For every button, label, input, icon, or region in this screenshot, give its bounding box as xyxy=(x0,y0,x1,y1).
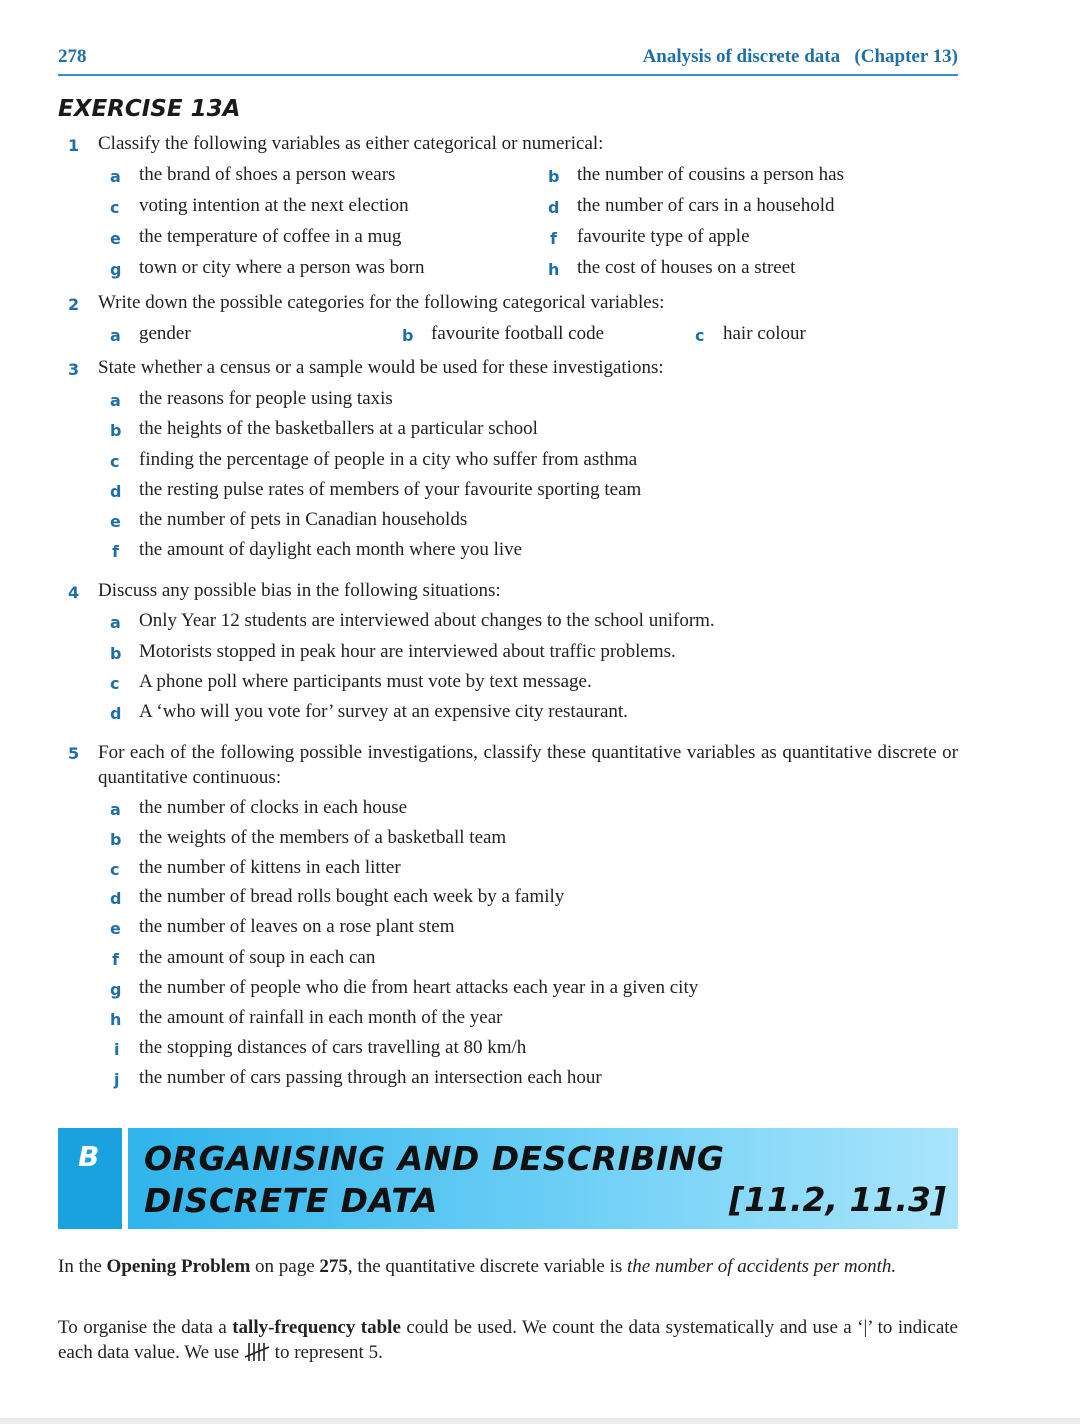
part-label: a xyxy=(110,391,121,410)
part-text: gender xyxy=(139,323,191,344)
page-header xyxy=(58,46,958,76)
part-label: c xyxy=(110,452,120,471)
part-text: the reasons for people using taxis xyxy=(139,388,393,409)
section-banner xyxy=(58,1128,958,1229)
text-run: to represent 5. xyxy=(269,1342,383,1363)
part-label: a xyxy=(110,326,121,345)
part-label: b xyxy=(110,421,122,440)
part-text: the number of bread rolls bought each week by a family xyxy=(139,886,565,907)
part-label: b xyxy=(402,326,414,345)
part-label: b xyxy=(548,167,560,186)
section-title-line1: ORGANISING AND DESCRIBING xyxy=(144,1139,725,1178)
section-letter-box xyxy=(58,1128,122,1229)
part-text: A phone poll where participants must vote by text message. xyxy=(139,671,592,692)
variable-name: the number of accidents per month. xyxy=(627,1256,897,1277)
tally-paragraph xyxy=(58,1315,958,1365)
opening-problem-ref: Opening Problem xyxy=(106,1256,251,1277)
part-text: the cost of houses on a street xyxy=(577,257,796,278)
tally-frequency-term: tally-frequency table xyxy=(232,1317,401,1338)
question-text: Write down the possible categories for the following categorical variables: xyxy=(98,292,665,313)
question-text: State whether a census or a sample would be used for these investigations: xyxy=(98,357,664,378)
question-number: 5 xyxy=(68,744,80,763)
text-run: on page xyxy=(250,1256,320,1277)
part-text: the amount of rainfall in each month of the year xyxy=(139,1007,503,1028)
page-number: 278 xyxy=(58,46,87,67)
part-text: the stopping distances of cars travelling at 80 km/h xyxy=(139,1037,527,1058)
part-label: g xyxy=(110,980,122,999)
exercise-title: EXERCISE 13A xyxy=(58,96,241,122)
page-ref: 275 xyxy=(319,1256,348,1277)
part-text: A ‘who will you vote for’ survey at an expensive city restaurant. xyxy=(139,701,628,722)
section-title-box xyxy=(128,1128,958,1229)
question-number: 4 xyxy=(68,583,80,602)
part-text: hair colour xyxy=(723,323,806,344)
part-text: the weights of the members of a basketball team xyxy=(139,827,507,848)
tally-five-icon xyxy=(244,1342,270,1362)
part-label: h xyxy=(110,1010,122,1029)
part-label: b xyxy=(110,830,122,849)
section-letter: B xyxy=(78,1140,100,1173)
part-label: j xyxy=(114,1070,120,1089)
part-label: c xyxy=(110,860,120,879)
part-text: the amount of daylight each month where you live xyxy=(139,539,523,560)
part-text: the number of cousins a person has xyxy=(577,164,844,185)
part-text: the number of clocks in each house xyxy=(139,797,408,818)
part-text: Only Year 12 students are interviewed about changes to the school uniform. xyxy=(139,610,715,631)
page-bottom-edge xyxy=(0,1418,1080,1424)
part-text: the number of kittens in each litter xyxy=(139,857,401,878)
part-text: town or city where a person was born xyxy=(139,257,425,278)
text-run: To organise the data a xyxy=(58,1317,233,1338)
part-text: favourite type of apple xyxy=(577,226,750,247)
part-label: e xyxy=(110,919,121,938)
question-text: Discuss any possible bias in the following situations: xyxy=(98,580,501,601)
section-reference: [11.2, 11.3] xyxy=(728,1180,946,1219)
part-text: the number of pets in Canadian households xyxy=(139,509,468,530)
part-label: d xyxy=(110,704,122,723)
part-label: d xyxy=(548,198,560,217)
part-text: finding the percentage of people in a city who suffer from asthma xyxy=(139,449,638,470)
part-text: the brand of shoes a person wears xyxy=(139,164,396,185)
part-label: d xyxy=(110,482,122,501)
part-text: the number of cars in a household xyxy=(577,195,835,216)
part-text: voting intention at the next election xyxy=(139,195,409,216)
part-text: the number of cars passing through an intersection each hour xyxy=(139,1067,602,1088)
text-run: could be used. We count the data systematically and use a ‘|’ to indicate each data value. We use xyxy=(58,1317,958,1363)
question-number: 2 xyxy=(68,295,80,314)
part-label: f xyxy=(112,542,119,561)
part-label: d xyxy=(110,889,122,908)
part-label: c xyxy=(110,674,120,693)
part-text: the number of people who die from heart attacks each year in a given city xyxy=(139,977,699,998)
part-label: b xyxy=(110,644,122,663)
part-label: c xyxy=(695,326,705,345)
text-run: , the quantitative discrete variable is xyxy=(347,1256,628,1277)
part-label: a xyxy=(110,800,121,819)
part-text: the temperature of coffee in a mug xyxy=(139,226,402,247)
running-title: Analysis of discrete data (Chapter 13) xyxy=(642,46,958,67)
question-number: 1 xyxy=(68,136,80,155)
part-text: the amount of soup in each can xyxy=(139,947,376,968)
part-label: f xyxy=(550,229,557,248)
part-label: g xyxy=(110,260,122,279)
question-number: 3 xyxy=(68,360,80,379)
intro-paragraph xyxy=(58,1254,958,1279)
part-label: h xyxy=(548,260,560,279)
part-text: Motorists stopped in peak hour are interviewed about traffic problems. xyxy=(139,641,676,662)
part-text: the heights of the basketballers at a particular school xyxy=(139,418,538,439)
text-run: In the xyxy=(58,1256,107,1277)
part-label: f xyxy=(112,950,119,969)
part-text: the number of leaves on a rose plant stem xyxy=(139,916,455,937)
section-title xyxy=(144,1138,725,1222)
part-label: a xyxy=(110,167,121,186)
part-label: a xyxy=(110,613,121,632)
part-label: c xyxy=(110,198,120,217)
part-text: the resting pulse rates of members of your favourite sporting team xyxy=(139,479,642,500)
section-title-line2: DISCRETE DATA xyxy=(144,1181,438,1220)
part-label: i xyxy=(114,1040,120,1059)
part-label: e xyxy=(110,512,121,531)
question-text: Classify the following variables as either categorical or numerical: xyxy=(98,133,604,154)
question-text: For each of the following possible investigations, classify these quantitative variables as quantitative discrete or quantitative continuous: xyxy=(98,742,958,788)
part-label: e xyxy=(110,229,121,248)
part-text: favourite football code xyxy=(431,323,605,344)
